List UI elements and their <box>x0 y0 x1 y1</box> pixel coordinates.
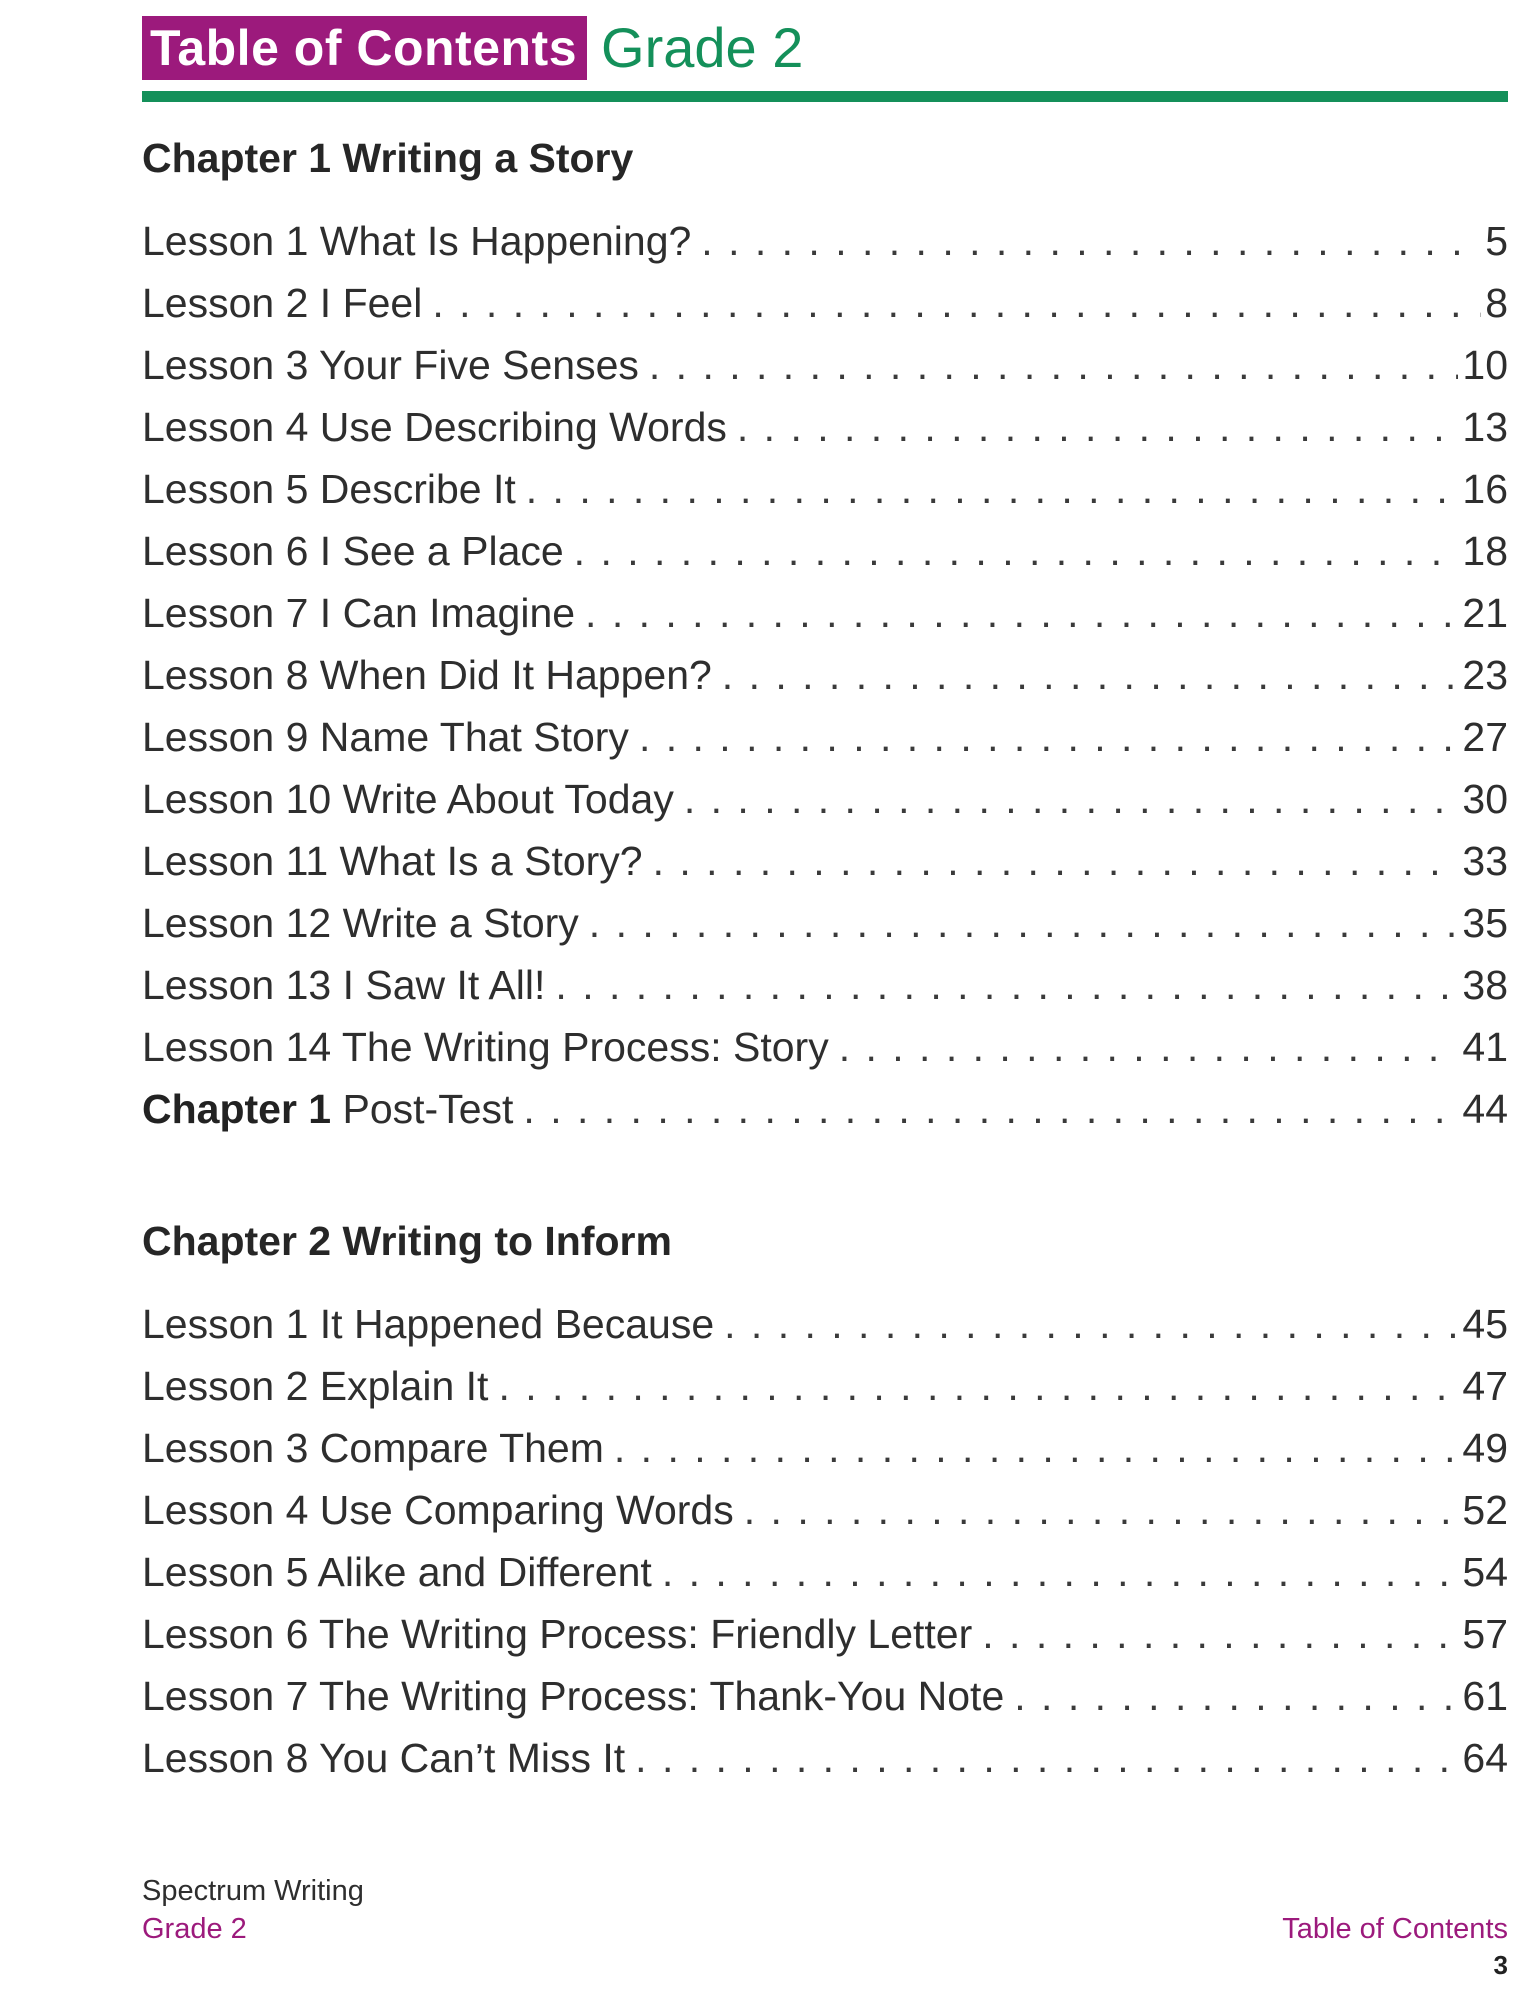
chapter-2-heading: Chapter 2 Writing to Inform <box>142 1218 672 1264</box>
toc-entry <box>142 590 1508 652</box>
toc-entry-page: 35 <box>1462 900 1508 946</box>
toc-entry-page: 64 <box>1462 1735 1508 1781</box>
toc-entry-page: 52 <box>1462 1487 1508 1533</box>
toc-entry-page: 13 <box>1462 404 1508 450</box>
toc-entry-page: 8 <box>1485 280 1508 326</box>
footer-grade: Grade 2 <box>142 1913 247 1945</box>
toc-entry <box>142 218 1508 280</box>
toc-entry <box>142 1611 1508 1673</box>
toc-entry-title: Lesson 10 Write About Today <box>142 776 674 822</box>
toc-entry <box>142 652 1508 714</box>
dot-leader <box>585 590 1458 637</box>
toc-entry-page: 38 <box>1462 962 1508 1008</box>
toc-entry-title: Lesson 6 I See a Place <box>142 528 564 574</box>
header-grade: Grade 2 <box>601 16 804 79</box>
toc-entry-page: 45 <box>1462 1301 1508 1347</box>
toc-entry-title: Lesson 4 Use Describing Words <box>142 404 727 450</box>
toc-entry <box>142 900 1508 962</box>
footer-section-title: Table of Contents <box>1282 1913 1508 1945</box>
toc-entry-title: Lesson 2 I Feel <box>142 280 423 326</box>
toc-entry <box>142 1301 1508 1363</box>
page-number: 3 <box>1493 1950 1508 1980</box>
footer-left <box>142 1872 364 1948</box>
toc-entry-page: 57 <box>1462 1611 1508 1657</box>
toc-entry-page: 54 <box>1462 1549 1508 1595</box>
toc-entry-title: Lesson 5 Alike and Different <box>142 1549 652 1595</box>
toc-entry-page: 41 <box>1462 1024 1508 1070</box>
toc-entry-title: Lesson 7 The Writing Process: Thank-You Note <box>142 1673 1005 1719</box>
toc-entry-title: Lesson 12 Write a Story <box>142 900 579 946</box>
toc-entry-title <box>142 1086 513 1133</box>
toc-entry <box>142 1549 1508 1611</box>
toc-entry-page: 49 <box>1462 1425 1508 1471</box>
chapter-1-entries <box>142 218 1508 1148</box>
dot-leader <box>639 714 1458 761</box>
toc-entry <box>142 1425 1508 1487</box>
header-divider <box>142 91 1508 102</box>
toc-entry-title: Lesson 8 You Can’t Miss It <box>142 1735 626 1781</box>
toc-entry-page: 61 <box>1462 1673 1508 1719</box>
toc-entry-page: 27 <box>1462 714 1508 760</box>
dot-leader <box>839 1024 1459 1071</box>
dot-leader <box>649 342 1459 389</box>
toc-entry-posttest <box>142 1086 1508 1148</box>
toc-entry <box>142 1735 1508 1797</box>
dot-leader <box>701 218 1481 265</box>
toc-entry-page: 18 <box>1462 528 1508 574</box>
dot-leader <box>1014 1673 1458 1720</box>
dot-leader <box>555 962 1458 1009</box>
page-header <box>142 12 803 84</box>
dot-leader <box>635 1735 1458 1782</box>
dot-leader <box>432 280 1481 327</box>
toc-entry-title: Lesson 3 Your Five Senses <box>142 342 639 388</box>
toc-entry <box>142 776 1508 838</box>
toc-entry-title: Lesson 11 What Is a Story? <box>142 838 643 884</box>
toc-entry <box>142 1487 1508 1549</box>
toc-entry <box>142 1673 1508 1735</box>
footer-series-title: Spectrum Writing <box>142 1875 364 1907</box>
toc-entry <box>142 342 1508 404</box>
toc-entry-page: 30 <box>1462 776 1508 822</box>
dot-leader <box>744 1487 1459 1534</box>
toc-entry-page: 44 <box>1462 1086 1508 1132</box>
toc-entry <box>142 404 1508 466</box>
dot-leader <box>982 1611 1458 1658</box>
toc-entry <box>142 1363 1508 1425</box>
toc-entry-title: Lesson 3 Compare Them <box>142 1425 604 1471</box>
dot-leader <box>523 1086 1458 1133</box>
dot-leader <box>498 1363 1458 1410</box>
toc-entry-title: Lesson 1 It Happened Because <box>142 1301 715 1347</box>
toc-entry-page: 16 <box>1462 466 1508 512</box>
toc-entry-title: Lesson 5 Describe It <box>142 466 516 512</box>
toc-entry-title: Lesson 1 What Is Happening? <box>142 218 692 264</box>
dot-leader <box>722 652 1459 699</box>
toc-entry <box>142 714 1508 776</box>
toc-entry-page: 33 <box>1462 838 1508 884</box>
toc-entry-page: 5 <box>1485 218 1508 264</box>
dot-leader <box>574 528 1459 575</box>
posttest-label: Post-Test <box>342 1086 514 1132</box>
toc-entry-page: 23 <box>1462 652 1508 698</box>
toc-entry <box>142 280 1508 342</box>
chapter-2-entries <box>142 1301 1508 1797</box>
toc-entry <box>142 838 1508 900</box>
dot-leader <box>589 900 1459 947</box>
chapter-1-heading: Chapter 1 Writing a Story <box>142 135 634 181</box>
header-title-badge: Table of Contents <box>142 16 587 80</box>
dot-leader <box>614 1425 1459 1472</box>
toc-entry <box>142 466 1508 528</box>
toc-page <box>142 0 1508 2000</box>
toc-entry-title: Lesson 9 Name That Story <box>142 714 629 760</box>
toc-entry-title: Lesson 4 Use Comparing Words <box>142 1487 734 1533</box>
dot-leader <box>662 1549 1459 1596</box>
toc-entry <box>142 1024 1508 1086</box>
toc-entry-page: 21 <box>1462 590 1508 636</box>
toc-entry-title: Lesson 14 The Writing Process: Story <box>142 1024 829 1070</box>
dot-leader <box>526 466 1459 513</box>
toc-entry-title: Lesson 2 Explain It <box>142 1363 489 1409</box>
toc-entry-page: 47 <box>1462 1363 1508 1409</box>
dot-leader <box>653 838 1459 885</box>
toc-entry-title: Lesson 13 I Saw It All! <box>142 962 546 1008</box>
toc-entry-title: Lesson 7 I Can Imagine <box>142 590 576 636</box>
dot-leader <box>684 776 1459 823</box>
toc-entry-page: 10 <box>1462 342 1508 388</box>
toc-entry-title: Lesson 8 When Did It Happen? <box>142 652 712 698</box>
dot-leader <box>737 404 1459 451</box>
toc-entry <box>142 528 1508 590</box>
toc-entry <box>142 962 1508 1024</box>
toc-entry-title: Lesson 6 The Writing Process: Friendly Letter <box>142 1611 973 1657</box>
dot-leader <box>724 1301 1458 1348</box>
posttest-chapter-label: Chapter 1 <box>142 1086 332 1132</box>
